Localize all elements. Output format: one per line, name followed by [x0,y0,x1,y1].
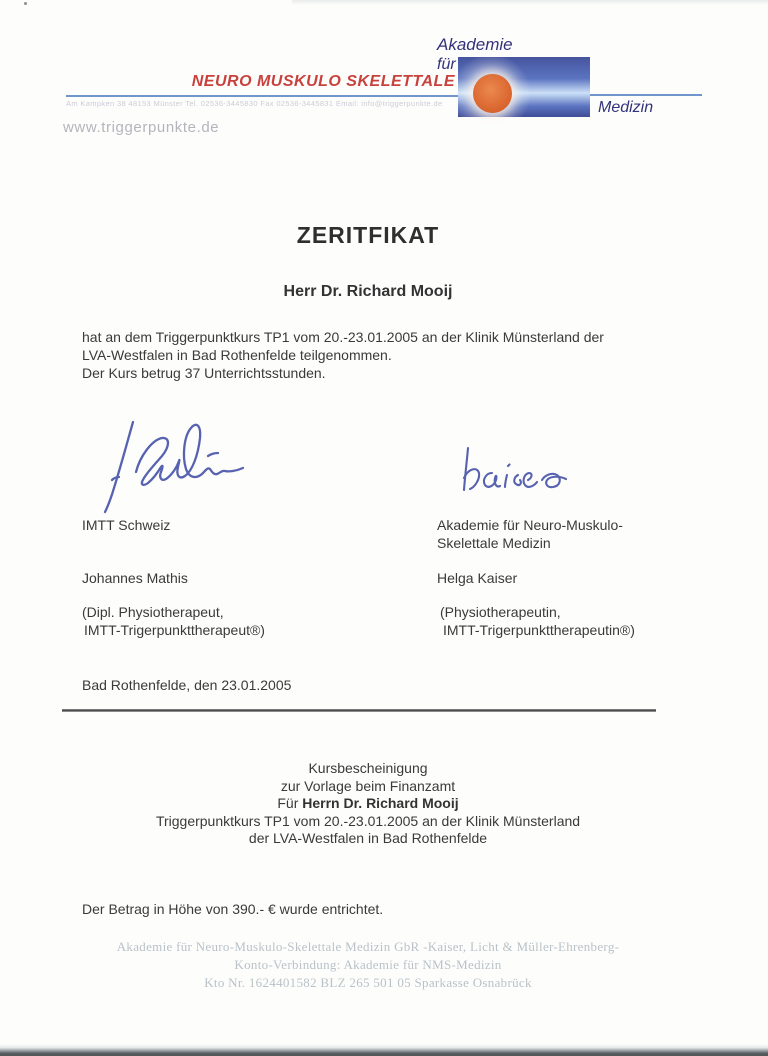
website-url: www.triggerpunkte.de [63,119,220,136]
place-and-date: Bad Rothenfelde, den 23.01.2005 [82,677,292,693]
right-title-line1: (Physiotherapeutin, [440,604,561,620]
scan-artifact-bottom-edge [0,1044,768,1056]
certificate-title: ZERITFIKAT [296,222,440,248]
footer-line: Kto Nr. 1624401582 BLZ 265 501 05 Sparkasse Osnabrück [204,974,532,990]
right-org-line1: Akademie für Neuro-Muskulo- [437,517,623,533]
header-rule-left [66,95,458,97]
organization-name: NEURO MUSKULO SKELETTALE [191,73,455,90]
attestation-line [0,795,736,813]
body-line: Der Kurs betrug 37 Unterrichtsstunden. [82,365,326,382]
attestation-recipient: Herrn Dr. Richard Mooij [302,795,459,812]
section-divider [62,709,656,712]
attestation-line: zur Vorlage beim Finanzamt [280,777,456,794]
right-signatory-name: Helga Kaiser [437,570,518,586]
attestation-line: der LVA-Westfalen in Bad Rothenfelde [248,830,488,847]
footer-line: Konto-Verbindung: Akademie für NMS-Medizin [234,956,502,972]
signature-helga-kaiser [452,438,574,510]
body-line: LVA-Westfalen in Bad Rothenfelde teilgenommen. [82,347,392,364]
sun-icon [473,74,512,113]
logo-icon [458,57,590,117]
attestation-block [0,760,736,848]
logo-text-medizin: Medizin [598,99,654,116]
header-rule-right [590,94,702,96]
left-title-line1: (Dipl. Physiotherapeut, [82,604,224,620]
footer-line: Akademie für Neuro-Muskulo-Skelettale Medizin GbR -Kaiser, Licht & Müller-Ehrenberg- [116,939,620,954]
left-title-line2: IMTT-Trigerpunkttherapeut®) [84,622,265,638]
certificate-body [82,328,604,383]
body-line: hat an dem Triggerpunktkurs TP1 vom 20.-23.01.2005 an der Klinik Münsterland der [82,329,604,345]
logo-text-akademie: Akademie [437,35,513,54]
left-org: IMTT Schweiz [82,517,171,533]
right-org-line2: Skelettale Medizin [437,535,551,551]
attestation-prefix: Für [277,795,303,812]
attestation-line: Kursbescheinigung [308,760,428,776]
scan-artifact-top-edge [292,0,768,5]
signature-johannes-mathis [78,416,253,518]
logo-text-fuer: für [437,56,456,73]
left-signatory-name: Johannes Mathis [82,570,188,586]
scan-artifact-speck [24,2,27,5]
footer-block [0,938,736,991]
recipient-name: Herr Dr. Richard Mooij [283,283,453,300]
attestation-line: Triggerpunktkurs TP1 vom 20.-23.01.2005 an der Klinik Münsterland [155,812,581,829]
header-address-line: Am Kampken 38 48153 Münster Tel. 02536-3445830 Fax 02536-3445831 Email: info@triggerpunkte.de [66,99,443,108]
right-title-line2: IMTT-Trigerpunkttherapeutin®) [443,622,635,638]
payment-statement: Der Betrag in Höhe von 390.- € wurde entrichtet. [82,901,384,917]
